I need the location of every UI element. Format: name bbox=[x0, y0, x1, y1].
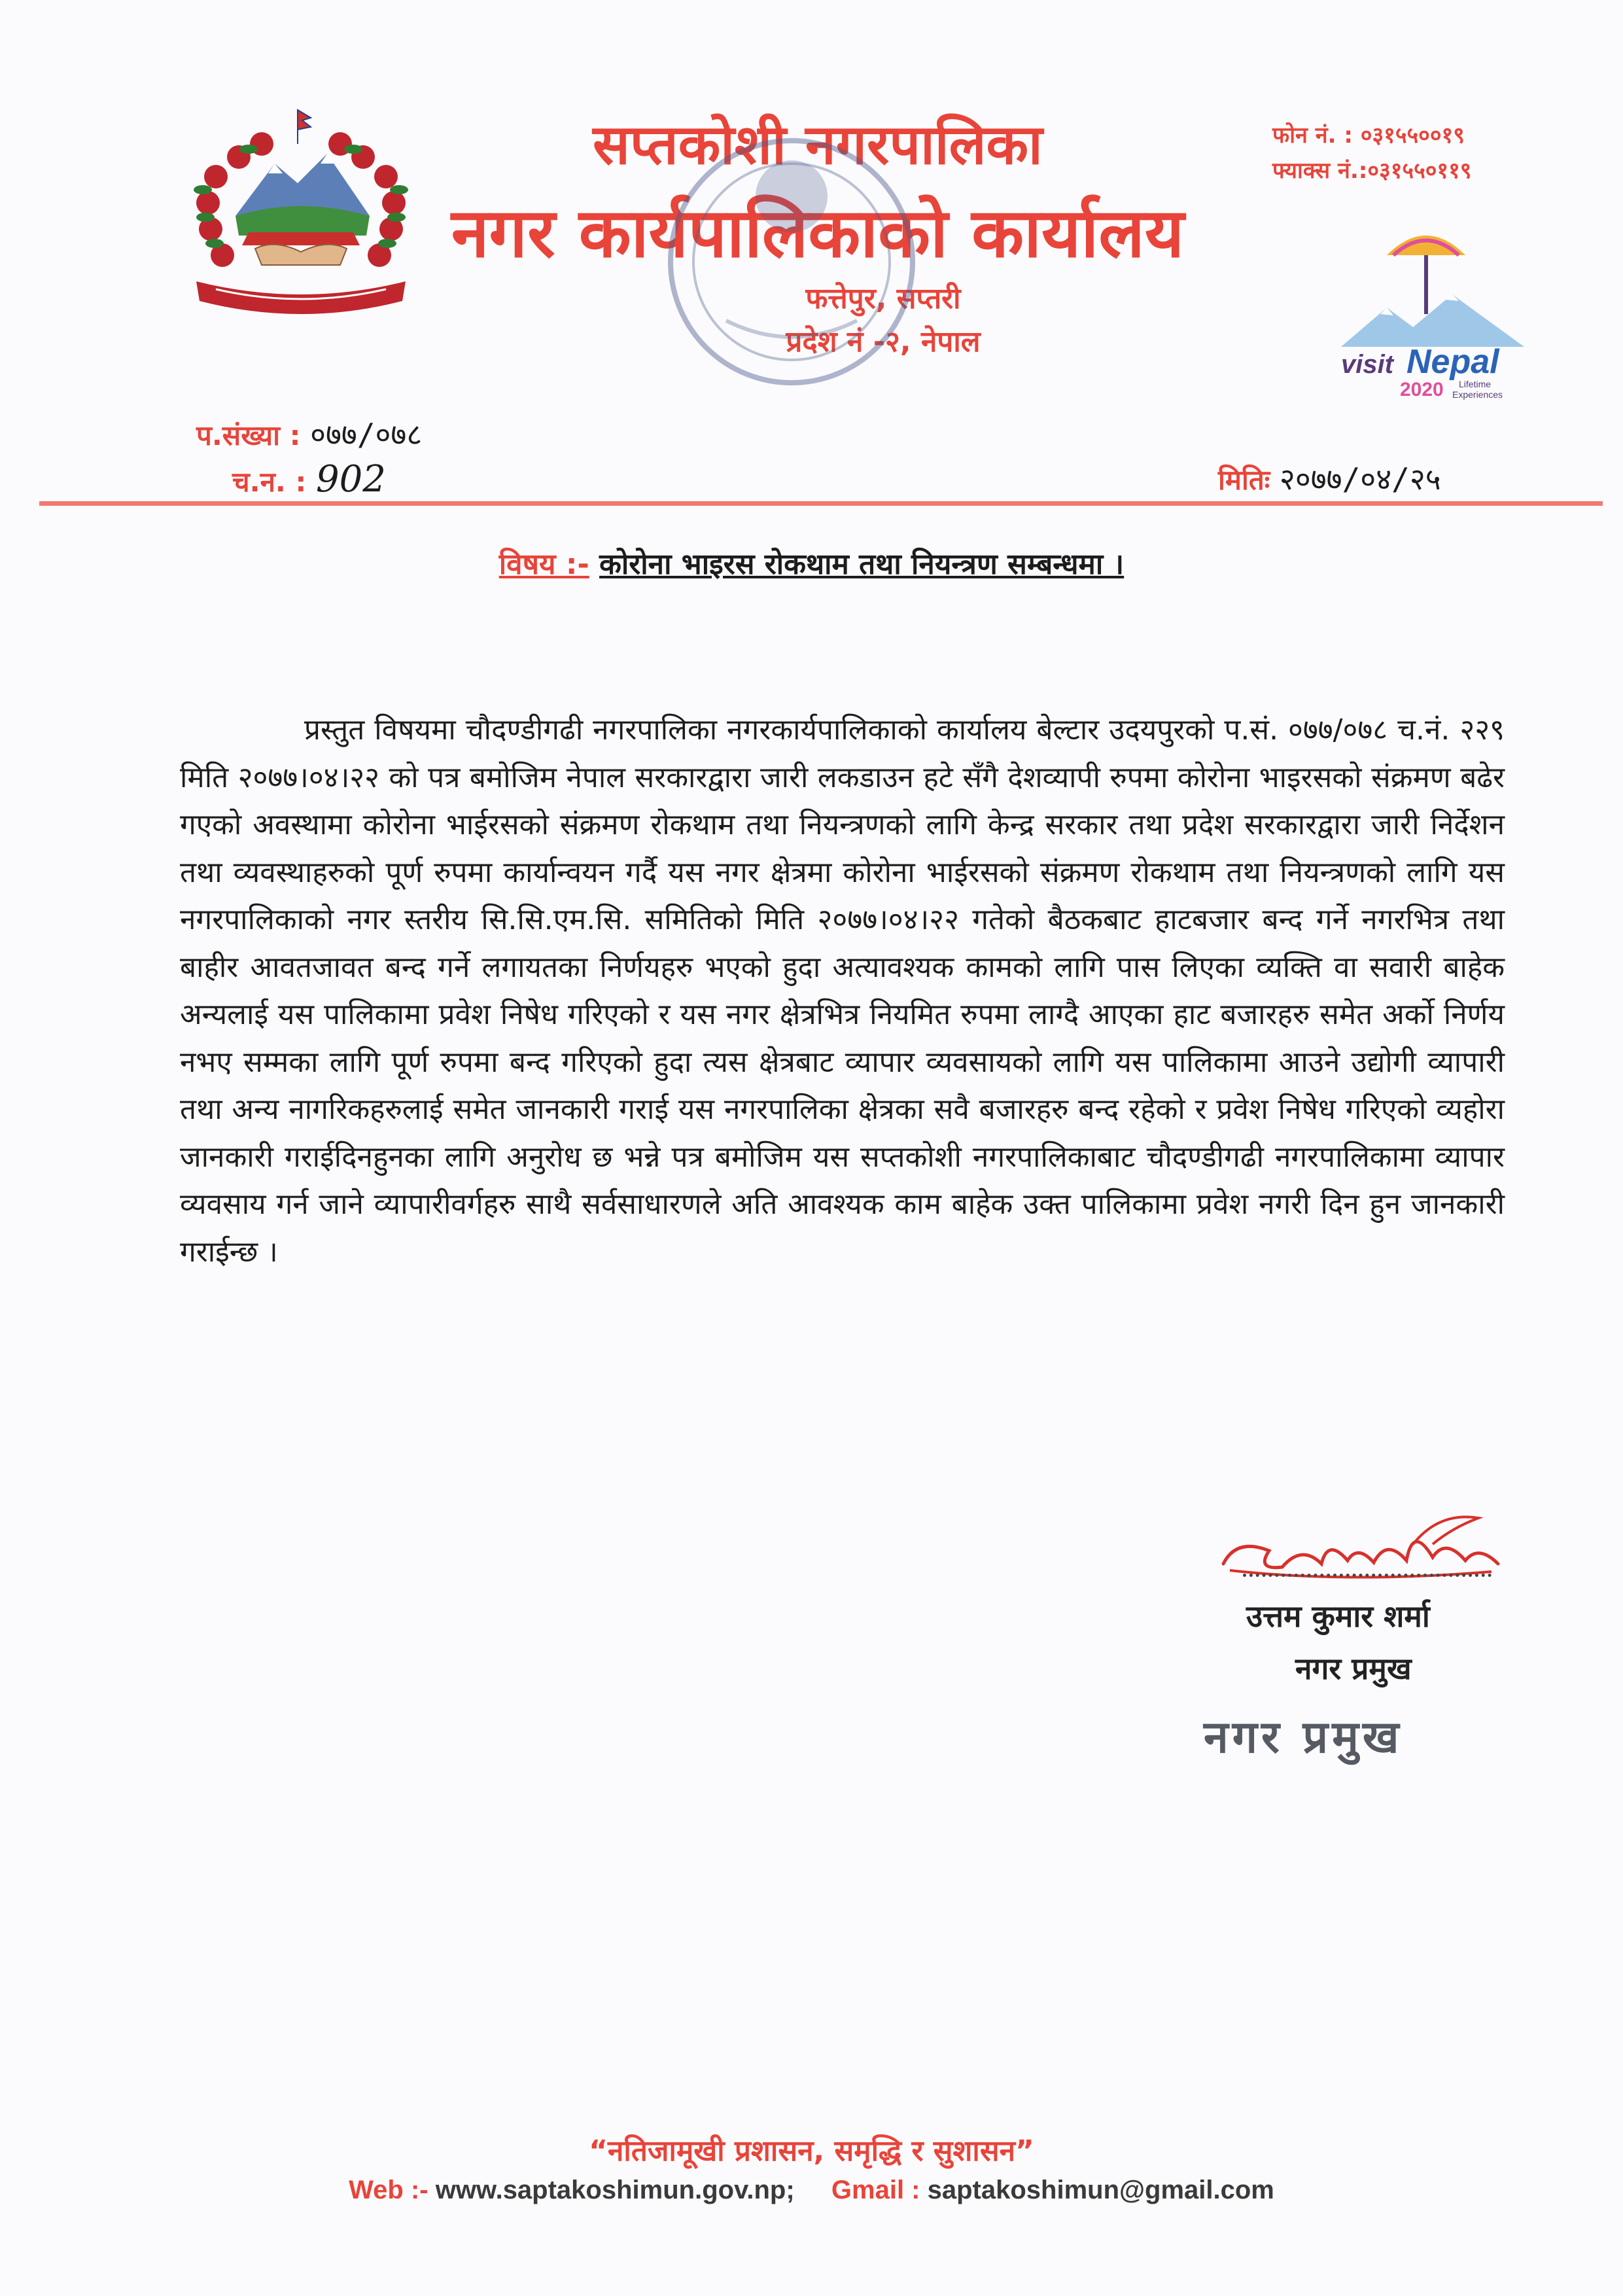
date-value: २०७७/०४/२५ bbox=[1279, 461, 1441, 497]
ps-label: प.संख्या : bbox=[196, 419, 301, 451]
svg-text:Nepal: Nepal bbox=[1406, 343, 1499, 381]
dispatch-number-row bbox=[232, 458, 386, 501]
signatory-title: नगर प्रमुख bbox=[1295, 1651, 1412, 1686]
svg-text:2020: 2020 bbox=[1400, 379, 1444, 400]
signature-line bbox=[1243, 1574, 1492, 1577]
body-paragraph: प्रस्तुत विषयमा चौदण्डीगढी नगरपालिका नगरकार्यपालिकाको कार्यालय बेल्टार उदयपुरको प.सं. ०७७/०७८ च.नं. २२९ मिति २०७७।०४।२२ को पत्र बमोजिम नेपाल सरकारद्वारा जारी लकडाउन हटे सँगै देशव्यापी रुपमा कोरोना भाइरसको संक्रमण बढेर गएको अवस्थामा कोरोना भाईरसको संक्रमण रोकथाम तथा नियन्त्रणको लागि केन्द्र सरकार तथा प्रदेश सरकारद्वारा जारी निर्देशन तथा व्यवस्थाहरुको पूर्ण रुपमा कार्यान्वयन गर्दै यस नगर क्षेत्रमा कोरोना भाईरसको संक्रमण रोकथाम तथा नियन्त्रणको लागि यस नगरपालिकाको नगर स्तरीय सि.सि.एम.सि. समितिको मिति २०७७।०४।२२ गतेको बैठकबाट हाटबजार बन्द गर्ने नगरभित्र तथा बाहीर आवतजावत बन्द गर्ने लगायतका निर्णयहरु भएको हुदा अत्यावश्यक कामको लागि पास लिएका व्यक्ति वा सवारी बाहेक अन्यलाई यस पालिकामा प्रवेश निषेध गरिएको र यस नगर क्षेत्रभित्र नियमित रुपमा लाग्दै आएका हाट बजारहरु समेत अर्को निर्णय नभए सम्मका लागि पूर्ण रुपमा बन्द गरिएको हुदा त्यस क्षेत्रबाट व्यापार व्यवसायको लागि यस पालिकामा आउने उद्योगी व्यापारी तथा अन्य नागरिकहरुलाई समेत जानकारी गराई यस नगरपालिका क्षेत्रका सवै बजारहरु बन्द रहेको र प्रवेश निषेध गरिएको व्यहोरा जानकारी गराईदिनहुनका लागि अनुरोध छ भन्ने पत्र बमोजिम यस सप्तकोशी नगरपालिकाबाट चौदण्डीगढी नगरपालिकामा व्यापार व्यवसाय गर्न जाने व्यापारीवर्गहरु साथै सर्वसाधारणले अति आवश्यक काम बाहेक उक्त पालिकामा प्रवेश नगरी दिन हुन जानकारी गराईन्छ । bbox=[180, 713, 1505, 1269]
phone-number: फोन नं. : ०३१५५००१९ bbox=[1272, 122, 1465, 149]
org-name: सप्तकोशी नगरपालिका bbox=[593, 112, 1043, 177]
header-divider bbox=[39, 501, 1603, 506]
ps-value: ०७७/०७८ bbox=[310, 417, 423, 452]
designation-stamp: नगर प्रमुख bbox=[1204, 1712, 1403, 1763]
footer-motto: “नतिजामूखी प्रशासन, समृद्धि र सुशासन” bbox=[589, 2134, 1034, 2168]
handwritten-signature bbox=[1217, 1498, 1511, 1597]
subject-text: कोरोना भाइरस रोकथाम तथा नियन्त्रण सम्बन्धमा । bbox=[599, 548, 1125, 581]
nepal-emblem-icon bbox=[177, 98, 425, 334]
email-link[interactable]: saptakoshimun@gmail.com bbox=[927, 2176, 1274, 2204]
footer-contact bbox=[0, 2176, 1623, 2205]
svg-text:visit: visit bbox=[1341, 350, 1394, 379]
office-name: नगर कार्यपालिकाको कार्यालय bbox=[451, 192, 1185, 273]
gmail-label: Gmail : bbox=[831, 2176, 920, 2204]
subject-line bbox=[0, 543, 1623, 582]
office-location-line2: प्रदेश नं -२, नेपाल bbox=[786, 325, 981, 359]
fax-number: फ्याक्स नं.:०३१५५०११९ bbox=[1272, 158, 1472, 184]
web-link[interactable]: www.saptakoshimun.gov.np; bbox=[435, 2176, 795, 2204]
svg-text:Lifetime: Lifetime bbox=[1459, 379, 1492, 389]
office-location-line1: फत्तेपुर, सप्तरी bbox=[805, 282, 961, 315]
subject-label: विषय :- bbox=[498, 548, 589, 581]
signatory-name: उत्तम कुमार शर्मा bbox=[1246, 1598, 1430, 1634]
office-seal-stamp bbox=[648, 124, 955, 399]
cn-label: च.न. : bbox=[232, 466, 307, 498]
reference-number-row bbox=[196, 414, 422, 454]
visit-nepal-2020-logo bbox=[1328, 216, 1537, 406]
letter-body bbox=[180, 707, 1505, 1276]
cn-value: 902 bbox=[315, 458, 386, 501]
date-row bbox=[1218, 458, 1441, 499]
web-label: Web :- bbox=[349, 2176, 428, 2204]
date-label: मितिः bbox=[1218, 464, 1270, 496]
svg-text:Experiences: Experiences bbox=[1452, 389, 1503, 400]
